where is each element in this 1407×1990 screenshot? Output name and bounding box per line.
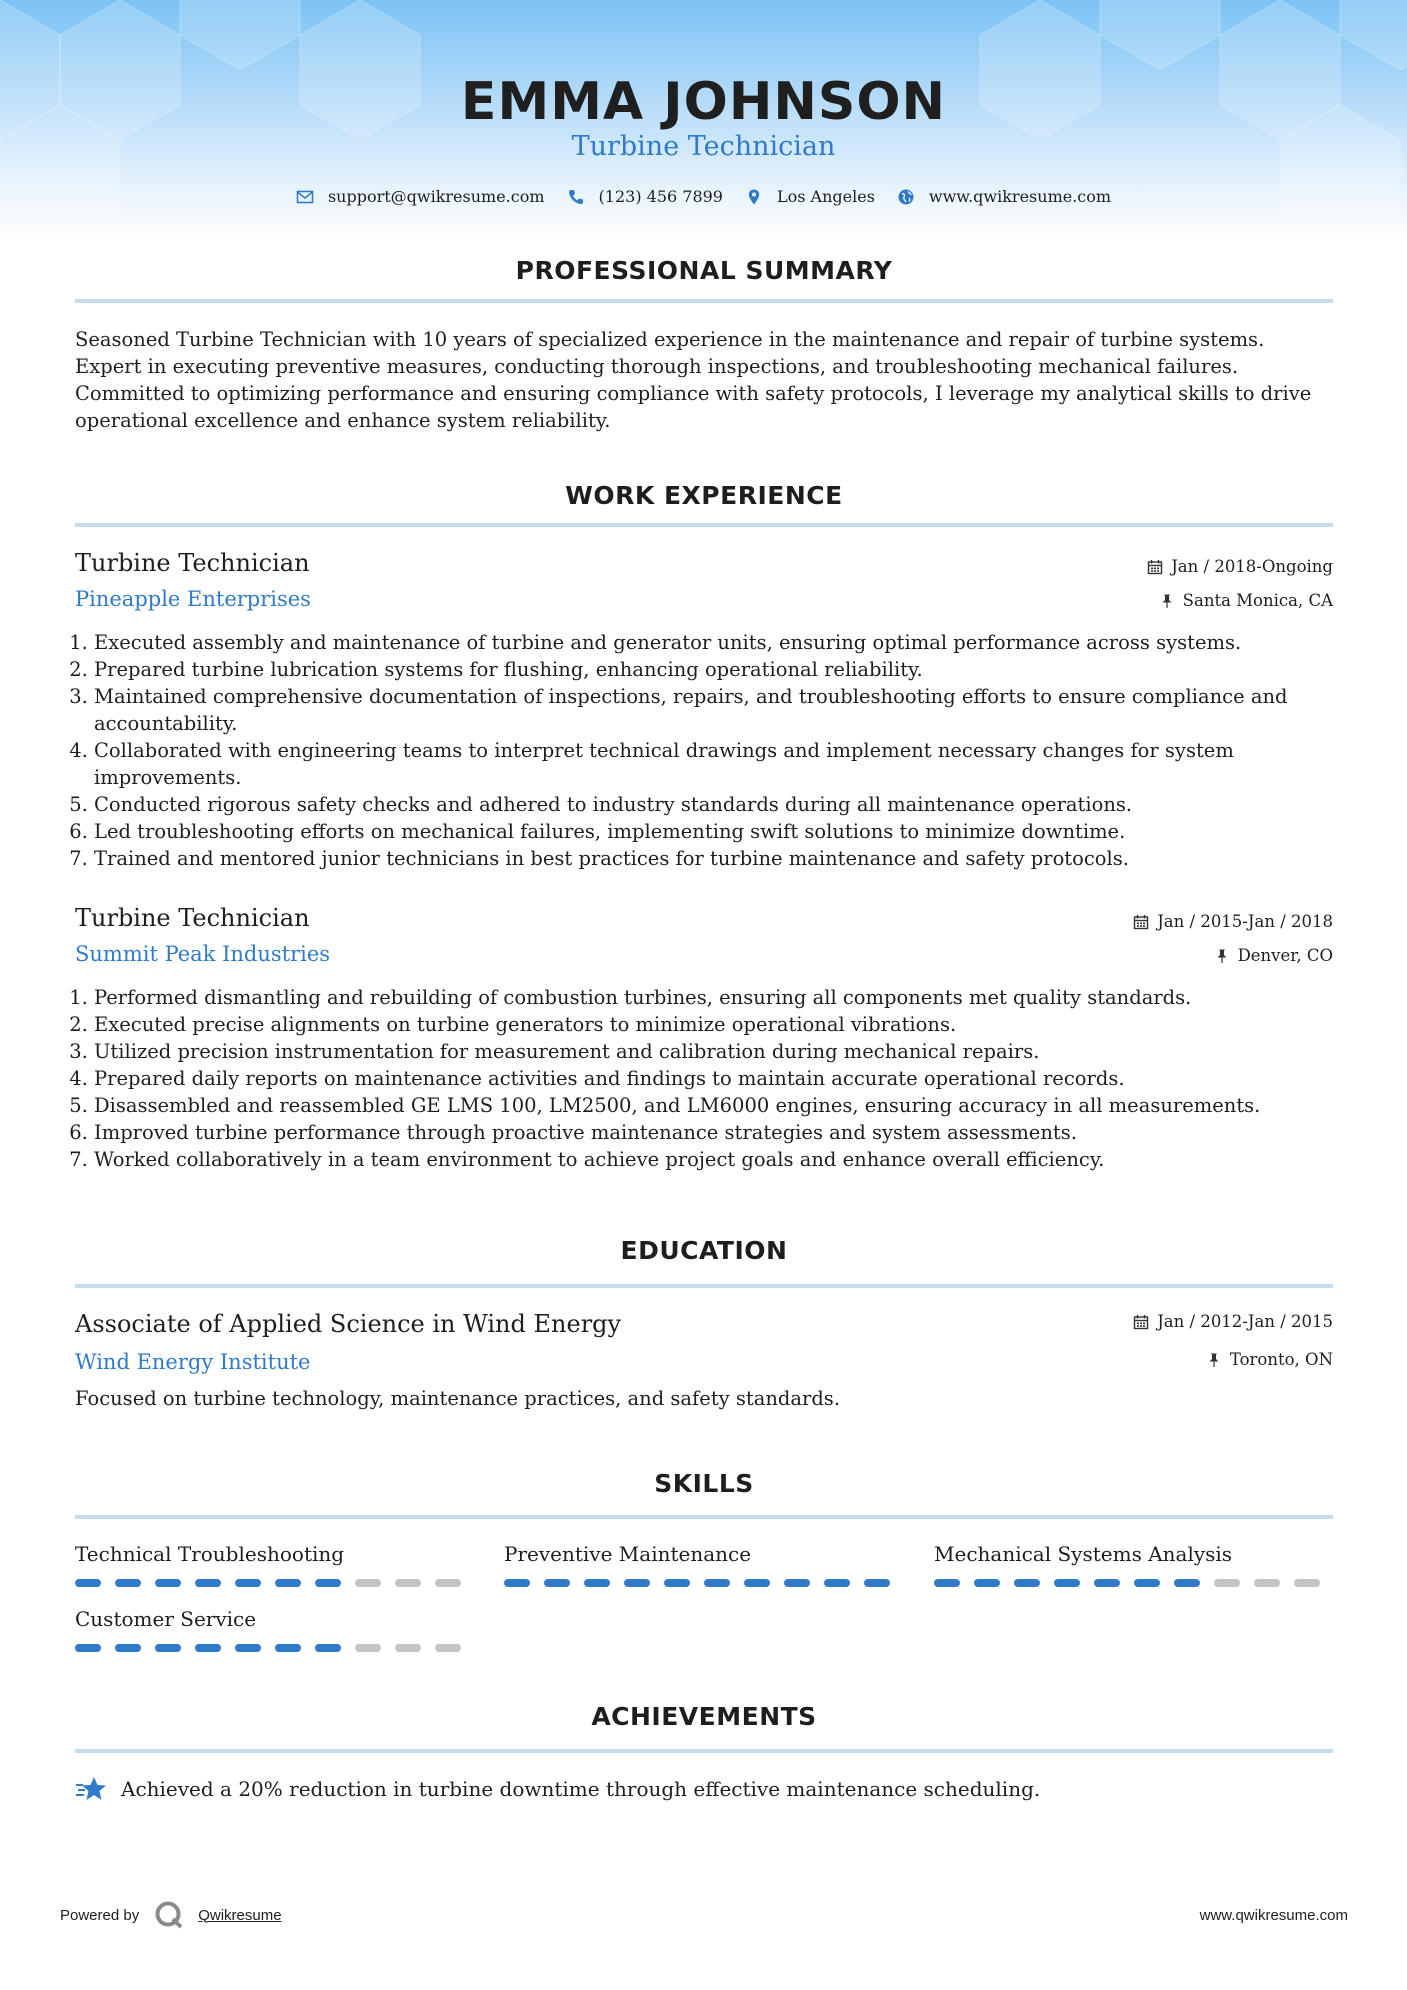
footer-website[interactable]: www.qwikresume.com [1199, 1907, 1348, 1924]
education-location-text: Toronto, ON [1229, 1350, 1333, 1369]
summary-divider [75, 299, 1333, 303]
list-item: 5. Disassembled and reassembled GE LMS 100, LM2500, and LM6000 engines, ensuring accuracy in all measurements. [94, 1092, 1359, 1119]
skill-dash-filled [75, 1579, 101, 1587]
skills-divider [75, 1515, 1333, 1519]
list-item: 2. Prepared turbine lubrication systems for flushing, enhancing operational reliability. [94, 656, 1359, 683]
job-company: Summit Peak Industries [75, 942, 331, 966]
job-dates-text: Jan / 2015-Jan / 2018 [1157, 912, 1333, 931]
skill-dash-filled [155, 1579, 181, 1587]
skill-dash-empty [395, 1644, 421, 1652]
powered-by-label: Powered by [60, 1906, 140, 1924]
skill-dash-filled [115, 1579, 141, 1587]
skill-dash-filled [1054, 1579, 1080, 1587]
skill-name: Customer Service [75, 1607, 257, 1631]
skill-dash-filled [744, 1579, 770, 1587]
skill-level-bar [75, 1579, 475, 1587]
education-divider [75, 1284, 1333, 1288]
job-dates [1147, 557, 1333, 576]
pushpin-icon [1159, 593, 1175, 609]
contact-email-text: support@qwikresume.com [327, 187, 545, 206]
contact-email[interactable] [296, 187, 545, 206]
skill-dash-filled [584, 1579, 610, 1587]
education-location [1206, 1350, 1333, 1369]
skill-dash-filled [75, 1644, 101, 1652]
map-pin-icon [745, 188, 763, 206]
skill-dash-filled [864, 1579, 890, 1587]
contact-phone-text: (123) 456 7899 [598, 187, 723, 206]
skill-dash-empty [355, 1579, 381, 1587]
list-item: 7. Worked collaboratively in a team environment to achieve project goals and enhance overall efficiency. [94, 1146, 1359, 1173]
skill-dash-filled [315, 1644, 341, 1652]
job-company: Pineapple Enterprises [75, 587, 311, 611]
calendar-icon [1147, 559, 1163, 575]
education-dates-text: Jan / 2012-Jan / 2015 [1157, 1312, 1333, 1331]
skill-dash-filled [235, 1644, 261, 1652]
job-location [1159, 591, 1333, 610]
skill-dash-filled [275, 1579, 301, 1587]
skill-dash-filled [315, 1579, 341, 1587]
skill-dash-filled [974, 1579, 1000, 1587]
skill-dash-filled [934, 1579, 960, 1587]
skill-level-bar [75, 1644, 475, 1652]
job-dates [1133, 912, 1333, 931]
skill-dash-empty [355, 1644, 381, 1652]
job-location-text: Santa Monica, CA [1182, 591, 1333, 610]
job-title: Turbine Technician [75, 904, 310, 932]
education-description: Focused on turbine technology, maintenance practices, and safety standards. [75, 1387, 841, 1410]
list-item: 3. Maintained comprehensive documentation of inspections, repairs, and troubleshooting efforts to ensure compliance and accountability. [94, 683, 1359, 737]
skill-dash-filled [235, 1579, 261, 1587]
list-item: 4. Collaborated with engineering teams to interpret technical drawings and implement necessary changes for system improvements. [94, 737, 1359, 791]
skill-dash-filled [1014, 1579, 1040, 1587]
skill-dash-filled [195, 1579, 221, 1587]
list-item: 3. Utilized precision instrumentation for measurement and calibration during mechanical repairs. [94, 1038, 1359, 1065]
skill-dash-empty [1214, 1579, 1240, 1587]
star-icon [75, 1775, 107, 1803]
achievements-divider [75, 1749, 1333, 1753]
skill-dash-filled [664, 1579, 690, 1587]
contact-location [745, 187, 875, 206]
education-degree: Associate of Applied Science in Wind Energy [75, 1310, 622, 1338]
skill-dash-empty [435, 1644, 461, 1652]
skill-dash-filled [704, 1579, 730, 1587]
list-item: 7. Trained and mentored junior technicians in best practices for turbine maintenance and safety protocols. [94, 845, 1359, 872]
summary-text: Seasoned Turbine Technician with 10 years of specialized experience in the maintenance and repair of turbine systems. Expert in executing preventive measures, conducting thorough inspections, and troubleshooting mechanical failures. Committed to optimizing performance and ensuring compliance with safety protocols, I leverage my analytical skills to drive operational excellence and enhance system reliability. [75, 328, 1312, 432]
education-school: Wind Energy Institute [75, 1350, 311, 1374]
contact-phone[interactable] [567, 187, 723, 206]
qwikresume-logo-icon [154, 1900, 184, 1930]
skill-dash-filled [1094, 1579, 1120, 1587]
list-item: 1. Performed dismantling and rebuilding of combustion turbines, ensuring all components met quality standards. [94, 984, 1359, 1011]
list-item: 4. Prepared daily reports on maintenance activities and findings to maintain accurate operational records. [94, 1065, 1359, 1092]
skill-level-bar [504, 1579, 904, 1587]
skill-dash-empty [395, 1579, 421, 1587]
job-location [1214, 946, 1333, 965]
achievement-item [75, 1775, 1040, 1803]
qwikresume-link[interactable]: Qwikresume [198, 1906, 282, 1924]
envelope-icon [296, 188, 314, 206]
skill-dash-filled [624, 1579, 650, 1587]
skill-dash-empty [435, 1579, 461, 1587]
contact-bar [0, 187, 1407, 206]
list-item: 2. Executed precise alignments on turbine generators to minimize operational vibrations. [94, 1011, 1359, 1038]
list-item: 1. Executed assembly and maintenance of turbine and generator units, ensuring optimal performance across systems. [94, 629, 1359, 656]
skill-dash-empty [1294, 1579, 1320, 1587]
contact-location-text: Los Angeles [776, 187, 875, 206]
footer-powered-by [60, 1900, 282, 1930]
skill-level-bar [934, 1579, 1334, 1587]
candidate-role: Turbine Technician [571, 131, 836, 162]
skills-title: SKILLS [654, 1469, 754, 1498]
skill-name: Technical Troubleshooting [75, 1542, 345, 1566]
achievements-title: ACHIEVEMENTS [591, 1702, 817, 1731]
job-bullets [75, 629, 1359, 872]
skill-dash-filled [504, 1579, 530, 1587]
skill-name: Mechanical Systems Analysis [934, 1542, 1233, 1566]
pushpin-icon [1206, 1352, 1222, 1368]
list-item: 6. Improved turbine performance through proactive maintenance strategies and system assessments. [94, 1119, 1359, 1146]
achievement-text: Achieved a 20% reduction in turbine downtime through effective maintenance scheduling. [121, 1777, 1041, 1801]
skill-dash-empty [1254, 1579, 1280, 1587]
experience-title: WORK EXPERIENCE [565, 481, 843, 510]
experience-divider [75, 523, 1333, 527]
pushpin-icon [1214, 948, 1230, 964]
globe-icon [897, 188, 915, 206]
job-location-text: Denver, CO [1237, 946, 1333, 965]
calendar-icon [1133, 914, 1149, 930]
skill-dash-filled [275, 1644, 301, 1652]
contact-website[interactable] [897, 187, 1111, 206]
skill-dash-filled [824, 1579, 850, 1587]
job-dates-text: Jan / 2018-Ongoing [1171, 557, 1333, 576]
job-title: Turbine Technician [75, 549, 310, 577]
contact-website-text: www.qwikresume.com [928, 187, 1112, 206]
skill-dash-filled [544, 1579, 570, 1587]
skill-dash-filled [1174, 1579, 1200, 1587]
calendar-icon [1133, 1314, 1149, 1330]
job-bullets [75, 984, 1359, 1173]
list-item: 5. Conducted rigorous safety checks and adhered to industry standards during all maintenance operations. [94, 791, 1359, 818]
skill-dash-filled [195, 1644, 221, 1652]
phone-icon [567, 188, 585, 206]
education-dates [1133, 1312, 1333, 1331]
list-item: 6. Led troubleshooting efforts on mechanical failures, implementing swift solutions to minimize downtime. [94, 818, 1359, 845]
skill-dash-filled [115, 1644, 141, 1652]
skill-dash-filled [1134, 1579, 1160, 1587]
skill-name: Preventive Maintenance [504, 1542, 752, 1566]
candidate-name: EMMA JOHNSON [460, 72, 947, 132]
skill-dash-filled [784, 1579, 810, 1587]
summary-title: PROFESSIONAL SUMMARY [515, 256, 893, 285]
education-title: EDUCATION [620, 1236, 788, 1265]
skill-dash-filled [155, 1644, 181, 1652]
